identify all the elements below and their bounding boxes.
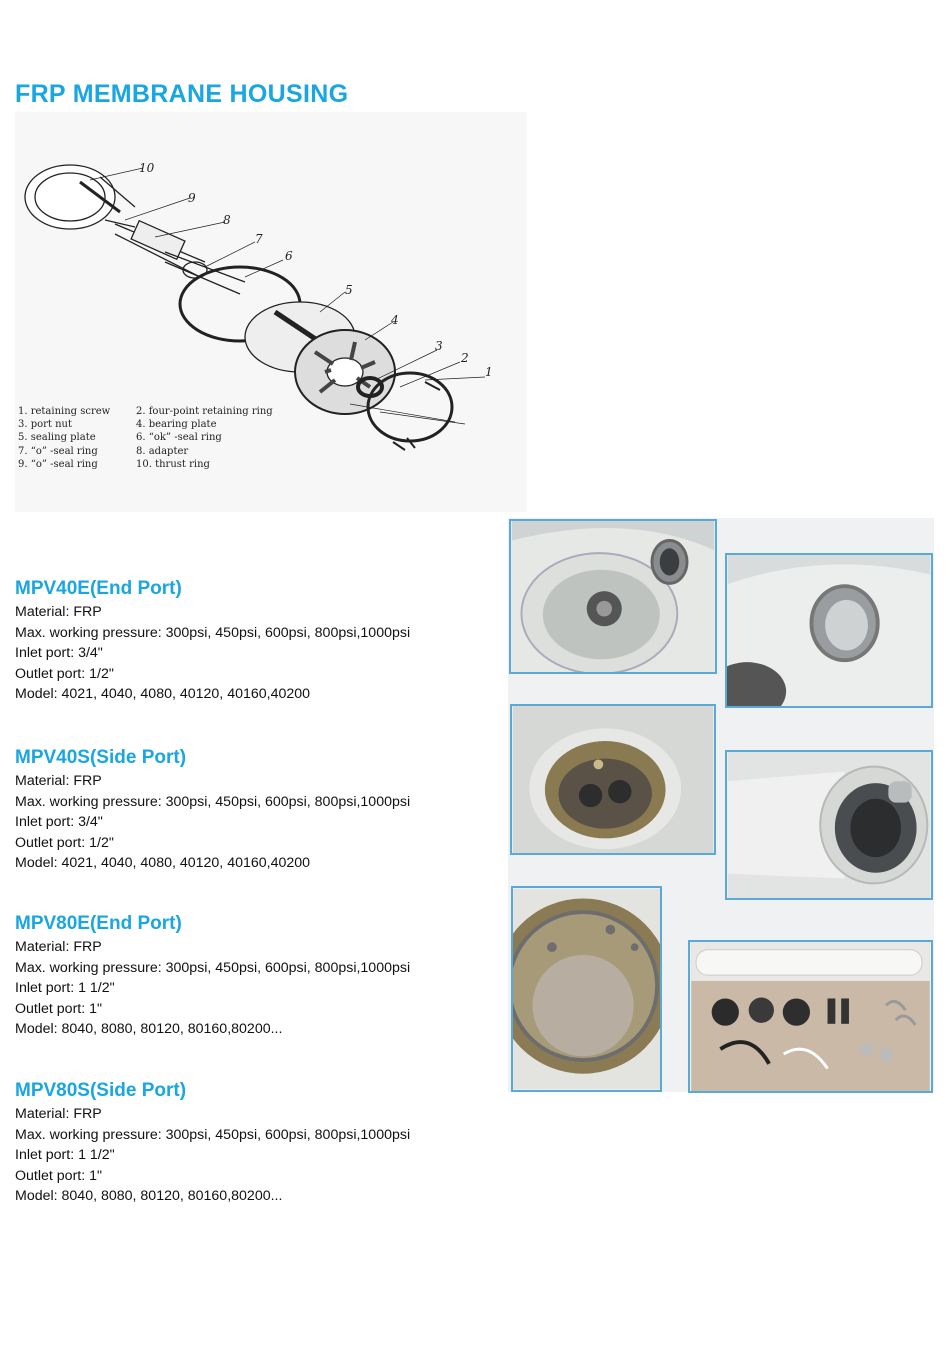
spec-inlet: Inlet port: 3/4"	[15, 645, 103, 662]
photo-housing-components-kit	[688, 940, 933, 1093]
photo-interior-view	[510, 704, 716, 855]
product-mpv40e	[15, 578, 485, 705]
spec-model: Model: 8040, 8080, 80120, 80160,80200...	[15, 1021, 283, 1038]
spec-pressure: Max. working pressure: 300psi, 450psi, 600psi, 800psi,1000psi	[15, 959, 411, 976]
legend-row	[18, 458, 273, 471]
spec-material: Material: FRP	[15, 1106, 102, 1122]
spec-outlet: Outlet port: 1"	[15, 1000, 103, 1017]
callout-8: 8	[223, 213, 231, 227]
legend-row	[18, 418, 273, 431]
legend-row	[18, 445, 273, 458]
legend-item: 10. thrust ring	[136, 458, 210, 470]
callout-7: 7	[255, 232, 263, 246]
spec-model: Model: 8040, 8080, 80120, 80160,80200...	[15, 1188, 283, 1205]
product-mpv80s	[15, 1080, 485, 1207]
photo-end-opening	[725, 750, 933, 900]
spec-pressure: Max. working pressure: 300psi, 450psi, 600psi, 800psi,1000psi	[15, 793, 411, 810]
legend-row	[18, 431, 273, 444]
spec-inlet: Inlet port: 1 1/2"	[15, 1147, 115, 1164]
product-name: MPV40S(Side Port)	[15, 747, 187, 768]
legend-item: 8. adapter	[136, 445, 189, 457]
photo-end-cap	[511, 886, 662, 1092]
spec-pressure: Max. working pressure: 300psi, 450psi, 600psi, 800psi,1000psi	[15, 1126, 411, 1143]
callout-10: 10	[139, 161, 155, 175]
product-name: MPV80S(Side Port)	[15, 1080, 187, 1101]
spec-outlet: Outlet port: 1/2"	[15, 665, 114, 682]
legend-item: 7. “o” -seal ring	[18, 445, 98, 457]
spec-outlet: Outlet port: 1"	[15, 1167, 103, 1184]
legend-item: 2. four-point retaining ring	[136, 406, 273, 417]
callout-6: 6	[285, 249, 293, 263]
callout-1: 1	[485, 365, 493, 379]
legend-item: 9. “o” -seal ring	[18, 458, 98, 470]
spec-outlet: Outlet port: 1/2"	[15, 834, 114, 851]
legend-item: 1. retaining screw	[18, 406, 111, 417]
diagram-legend	[18, 405, 273, 471]
product-mpv80e	[15, 913, 485, 1040]
spec-model: Model: 4021, 4040, 4080, 40120, 40160,40200	[15, 855, 311, 872]
product-name: MPV40E(End Port)	[15, 578, 182, 599]
callout-5: 5	[345, 283, 353, 297]
callout-9: 9	[188, 191, 196, 205]
page-title: FRP MEMBRANE HOUSING	[15, 80, 349, 108]
callout-3: 3	[435, 339, 443, 353]
callout-4: 4	[391, 313, 399, 327]
callout-2: 2	[461, 351, 469, 365]
spec-model: Model: 4021, 4040, 4080, 40120, 40160,40200	[15, 686, 311, 703]
spec-inlet: Inlet port: 1 1/2"	[15, 980, 115, 997]
spec-inlet: Inlet port: 3/4"	[15, 814, 103, 831]
product-mpv40s	[15, 747, 485, 874]
legend-item: 4. bearing plate	[136, 419, 217, 431]
spec-material: Material: FRP	[15, 939, 102, 955]
product-name: MPV80E(End Port)	[15, 913, 182, 934]
spec-material: Material: FRP	[15, 773, 102, 789]
spec-pressure: Max. working pressure: 300psi, 450psi, 600psi, 800psi,1000psi	[15, 624, 411, 641]
photo-end-port-housing	[509, 519, 717, 674]
legend-item: 6. “ok” -seal ring	[136, 432, 222, 444]
legend-item: 5. sealing plate	[18, 432, 96, 444]
spec-material: Material: FRP	[15, 604, 102, 620]
legend-item: 3. port nut	[18, 419, 73, 431]
legend-row	[18, 405, 273, 418]
photo-side-port-housing	[725, 553, 933, 708]
